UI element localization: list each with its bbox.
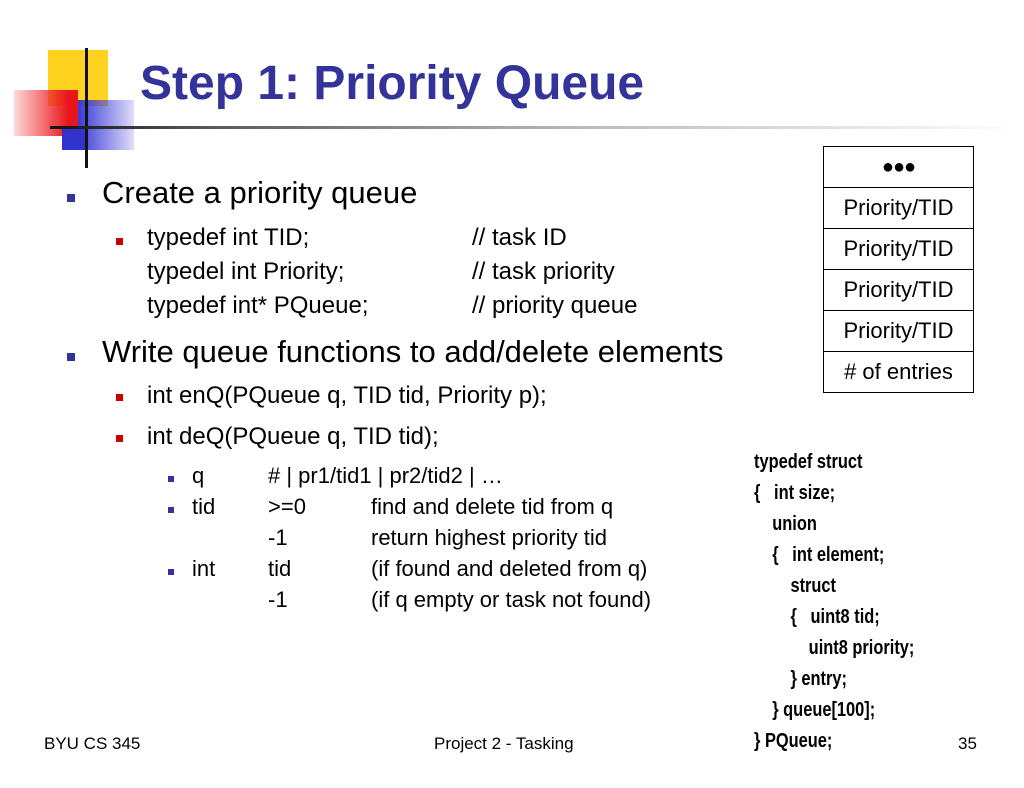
queue-table-ellipsis: ●●● xyxy=(881,155,916,178)
detail-description: find and delete tid from q xyxy=(371,494,614,519)
detail-value: -1 xyxy=(268,525,288,550)
typedef-pqueue: typedef int* PQueue; xyxy=(147,292,369,319)
code-line: { int size; xyxy=(754,482,836,504)
bullet-write-queue-functions: Write queue functions to add/delete elements xyxy=(102,334,724,369)
code-line: { uint8 tid; xyxy=(754,606,880,628)
detail-value: >=0 xyxy=(268,494,306,519)
deq-signature: int deQ(PQueue q, TID tid); xyxy=(147,423,439,450)
detail-bullet-marker xyxy=(168,476,174,482)
detail-label: q xyxy=(192,463,205,488)
typedef-tid: typedef int TID; xyxy=(147,224,310,251)
queue-table xyxy=(823,146,974,393)
code-line: struct xyxy=(754,575,837,597)
detail-value: tid xyxy=(268,556,292,581)
comment-task-priority: // task priority xyxy=(472,258,615,285)
code-line: { int element; xyxy=(754,544,885,566)
queue-table-cell: Priority/TID xyxy=(824,310,973,351)
typedef-struct-code xyxy=(754,416,914,788)
queue-table-entries: # of entries xyxy=(824,351,973,392)
typedef-priority: typedel int Priority; xyxy=(147,258,345,285)
code-line: } queue[100]; xyxy=(754,699,876,721)
bullet-marker xyxy=(67,353,75,361)
sub-bullet-marker xyxy=(116,394,123,401)
bullet-create-priority-queue: Create a priority queue xyxy=(102,175,418,210)
enq-signature: int enQ(PQueue q, TID tid, Priority p); xyxy=(147,382,547,409)
detail-value: # | pr1/tid1 | pr2/tid2 | … xyxy=(268,463,503,488)
detail-description: (if found and deleted from q) xyxy=(371,556,648,581)
detail-value: -1 xyxy=(268,587,288,612)
code-line: typedef struct xyxy=(754,451,863,473)
footer-project: Project 2 - Tasking xyxy=(434,734,574,753)
code-line: } PQueue; xyxy=(754,730,833,752)
detail-label: int xyxy=(192,556,216,581)
detail-bullet-marker xyxy=(168,569,174,575)
footer-course: BYU CS 345 xyxy=(44,734,141,753)
detail-bullet-marker xyxy=(168,507,174,513)
sub-bullet-marker xyxy=(116,435,123,442)
comment-task-id: // task ID xyxy=(472,224,567,251)
detail-description: return highest priority tid xyxy=(371,525,607,550)
queue-table-cell: Priority/TID xyxy=(824,228,973,269)
logo-vertical-line xyxy=(85,48,88,168)
code-line: union xyxy=(754,513,817,535)
code-line: } entry; xyxy=(754,668,847,690)
slide-title: Step 1: Priority Queue xyxy=(140,57,645,110)
slide-number: 35 xyxy=(958,734,977,753)
queue-table-cell: Priority/TID xyxy=(824,269,973,310)
sub-bullet-marker xyxy=(116,238,123,245)
comment-priority-queue: // priority queue xyxy=(472,292,638,319)
detail-description: (if q empty or task not found) xyxy=(371,587,652,612)
queue-table-cell: Priority/TID xyxy=(824,187,973,228)
code-line: uint8 priority; xyxy=(754,637,915,659)
title-underline xyxy=(50,126,1024,129)
detail-label: tid xyxy=(192,494,216,519)
bullet-marker xyxy=(67,194,75,202)
